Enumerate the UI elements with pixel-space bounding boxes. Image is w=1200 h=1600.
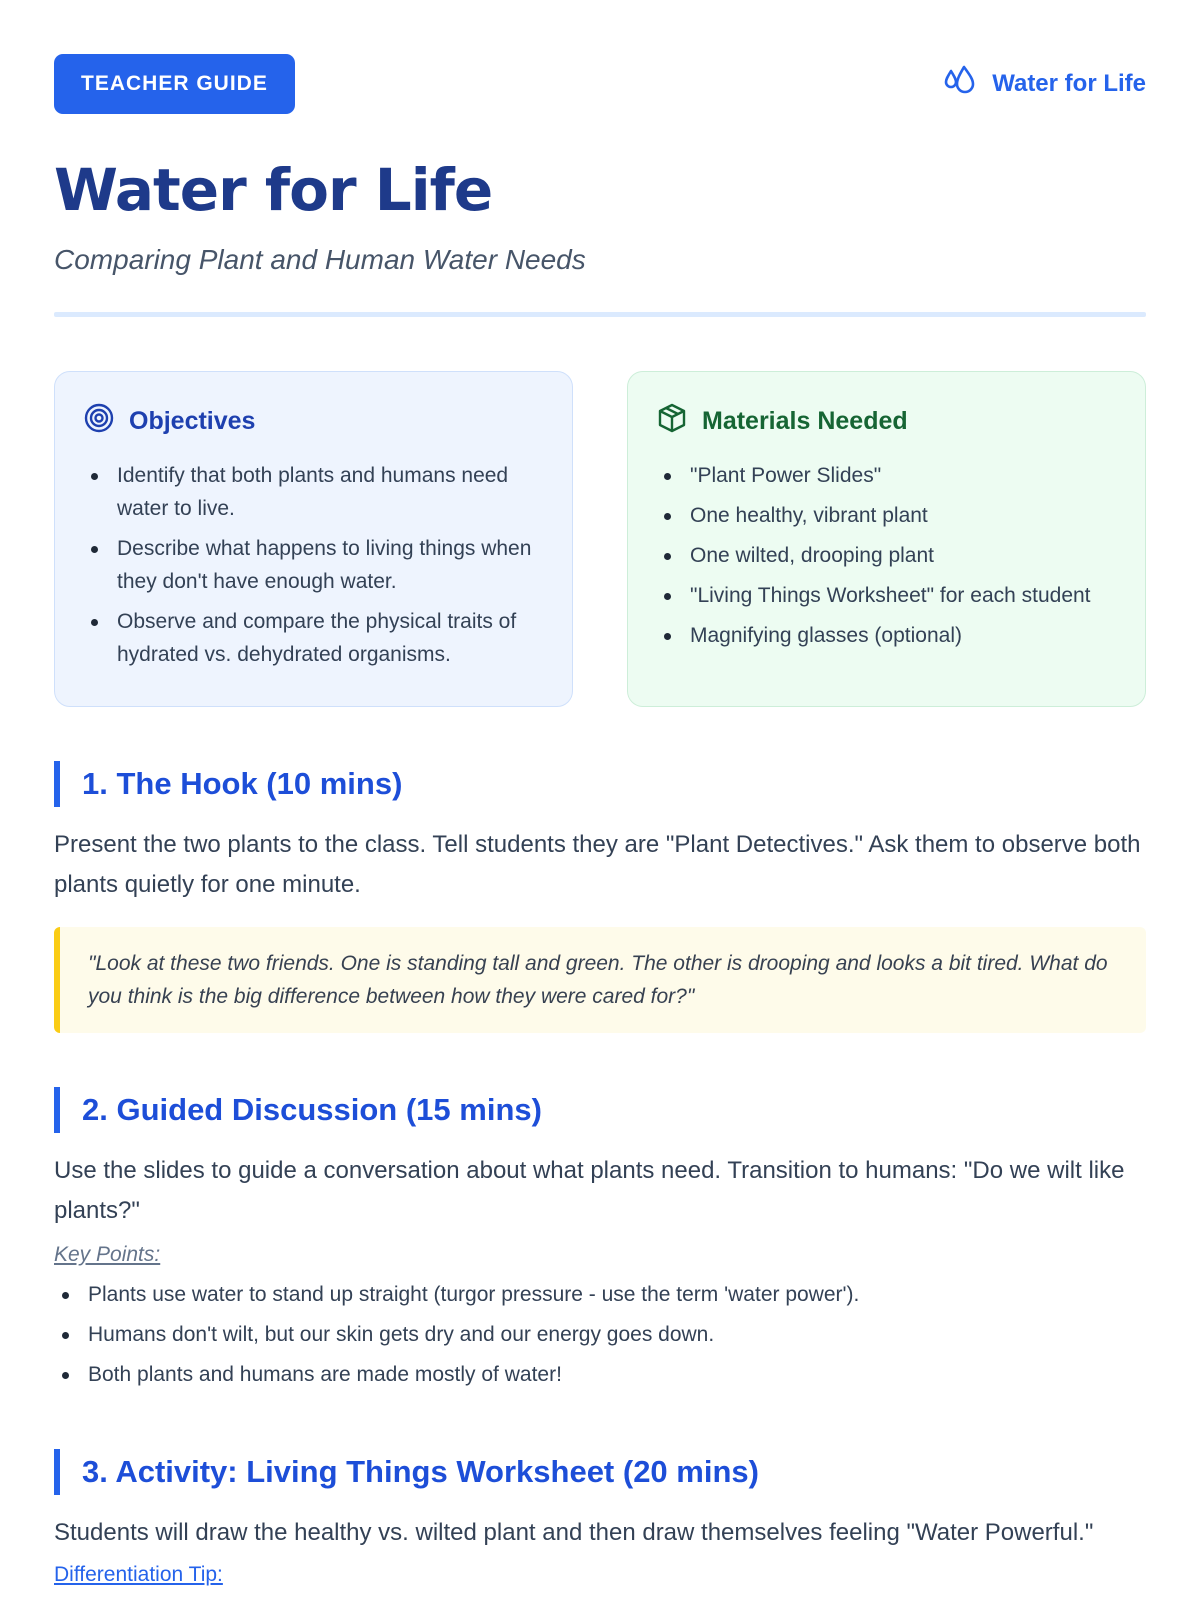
materials-heading: Materials Needed	[702, 407, 908, 435]
key-point-item: Humans don't wilt, but our skin gets dry and our energy goes down.	[54, 1315, 1146, 1355]
teacher-script-quote: "Look at these two friends. One is standing tall and green. The other is drooping and looks a bit tired. What do you think is the big difference between how they were cared for?"	[54, 927, 1146, 1033]
section-text-activity: Students will draw the healthy vs. wilted plant and then draw themselves feeling "Water Powerful."	[54, 1519, 1094, 1546]
material-item: Magnifying glasses (optional)	[656, 619, 1117, 652]
box-icon	[656, 402, 688, 441]
materials-header	[656, 402, 1117, 441]
objectives-card	[54, 371, 573, 707]
top-bar	[54, 0, 1146, 114]
differentiation-tip-label: Differentiation Tip:	[54, 1563, 223, 1586]
objective-item: Describe what happens to living things when they don't have enough water.	[83, 532, 544, 598]
objective-item: Observe and compare the physical traits of hydrated vs. dehydrated organisms.	[83, 605, 544, 671]
materials-list	[656, 459, 1117, 652]
material-item: One healthy, vibrant plant	[656, 499, 1117, 532]
section-heading-hook: 1. The Hook (10 mins)	[54, 761, 1146, 807]
summary-cards	[54, 371, 1146, 707]
key-point-item: Both plants and humans are made mostly of water!	[54, 1355, 1146, 1395]
section-heading-discussion: 2. Guided Discussion (15 mins)	[54, 1087, 1146, 1133]
material-item: "Living Things Worksheet" for each student	[656, 579, 1117, 612]
brand	[942, 63, 1146, 106]
section-text-hook: Present the two plants to the class. Tell students they are "Plant Detectives." Ask them to observe both plants quietly for one minute.	[54, 831, 1141, 898]
objectives-header	[83, 402, 544, 441]
section-text-discussion: Use the slides to guide a conversation about what plants need. Transition to humans: "Do we wilt like plants?"	[54, 1157, 1125, 1224]
water-drops-icon	[942, 63, 978, 106]
key-points-label: Key Points:	[54, 1243, 161, 1266]
divider	[54, 312, 1146, 317]
brand-name: Water for Life	[992, 70, 1146, 97]
section-heading-activity: 3. Activity: Living Things Worksheet (20 mins)	[54, 1449, 1146, 1495]
material-item: One wilted, drooping plant	[656, 539, 1117, 572]
page-title: Water for Life	[54, 156, 493, 224]
objective-item: Identify that both plants and humans need water to live.	[83, 459, 544, 525]
material-item: "Plant Power Slides"	[656, 459, 1117, 492]
materials-card	[627, 371, 1146, 707]
page-subtitle: Comparing Plant and Human Water Needs	[54, 244, 586, 275]
key-points-list	[54, 1275, 1146, 1395]
objectives-list	[83, 459, 544, 671]
objectives-heading: Objectives	[129, 407, 256, 435]
teacher-guide-badge: TEACHER GUIDE	[54, 54, 295, 114]
key-point-item: Plants use water to stand up straight (turgor pressure - use the term 'water power').	[54, 1275, 1146, 1315]
target-icon	[83, 402, 115, 441]
